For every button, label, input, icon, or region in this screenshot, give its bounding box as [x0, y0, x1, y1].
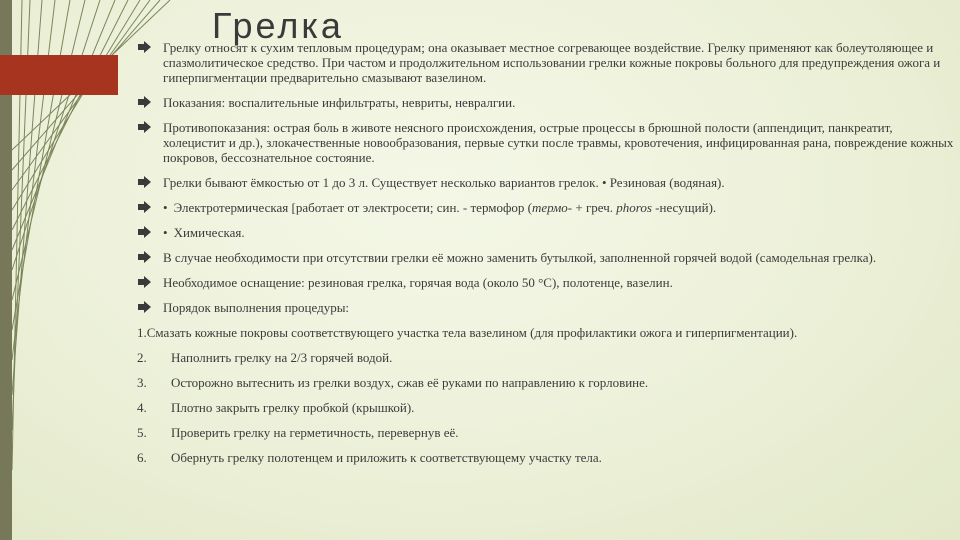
arrow-marker-icon: [138, 96, 151, 111]
list-item: Противопоказания: острая боль в животе неясного происхождения, острые процессы в брюшной полости (аппендицит, панкреатит, холецистит и др.), злокачественные новообразования, первые сутки после травмы, кровотечения, инфицированная рана, повреждение кожных покровов, бессознательное состояние.: [137, 120, 957, 165]
slide-content: [137, 40, 957, 475]
arrow-marker-icon: [138, 176, 151, 191]
list-item: Показания: воспалительные инфильтраты, невриты, невралгии.: [137, 95, 957, 110]
procedure-step: 4. Плотно закрыть грелку пробкой (крышкой).: [137, 400, 415, 415]
red-accent-bar: [0, 55, 118, 95]
procedure-step: 3. Осторожно вытеснить из грелки воздух, сжав её руками по направлению к горловине.: [137, 375, 649, 390]
list-item: В случае необходимости при отсутствии грелки её можно заменить бутылкой, заполненной горячей водой (самодельная грелка).: [137, 250, 957, 265]
procedure-step: 5. Проверить грелку на герметичность, перевернув её.: [137, 425, 459, 440]
arrow-marker-icon: [138, 301, 151, 316]
arrow-marker-icon: [138, 251, 151, 266]
arrow-marker-icon: [138, 276, 151, 291]
arrow-marker-icon: [138, 121, 151, 136]
inline-bullet: •: [163, 225, 168, 240]
list-item: Порядок выполнения процедуры:: [137, 300, 957, 315]
arrow-marker-icon: [138, 226, 151, 241]
procedure-step: 6. Обернуть грелку полотенцем и приложить к соответствующему участку тела.: [137, 450, 602, 465]
list-item: Необходимое оснащение: резиновая грелка, горячая вода (около 50 °С), полотенце, вазелин.: [137, 275, 957, 290]
list-item: Грелку относят к сухим тепловым процедурам; она оказывает местное согревающее воздействие. Грелку применяют как болеутоляющее и спазмолитическое средство. При частом и продолжительном использовании грелки кожные покровы больного для предупреждения ожога и гиперпигментации предварительно смазывают вазелином.: [137, 40, 957, 85]
list-item: • Электротермическая [работает от электросети; син. - термофор (термо- + греч. phoros -несущий).: [137, 200, 957, 215]
list-item: • Химическая.: [137, 225, 957, 240]
procedure-step: 2. Наполнить грелку на 2/3 горячей водой.: [137, 350, 393, 365]
procedure-step-1: 1.Смазать кожные покровы соответствующего участка тела вазелином (для профилактики ожога и гиперпигментации).: [137, 325, 798, 340]
arrow-marker-icon: [138, 41, 151, 56]
arrow-marker-icon: [138, 201, 151, 216]
slide-title: Грелка: [212, 5, 344, 46]
list-item: Грелки бывают ёмкостью от 1 до 3 л. Существует несколько вариантов грелок. • Резиновая (водяная).: [137, 175, 957, 190]
inline-bullet: •: [163, 200, 168, 215]
